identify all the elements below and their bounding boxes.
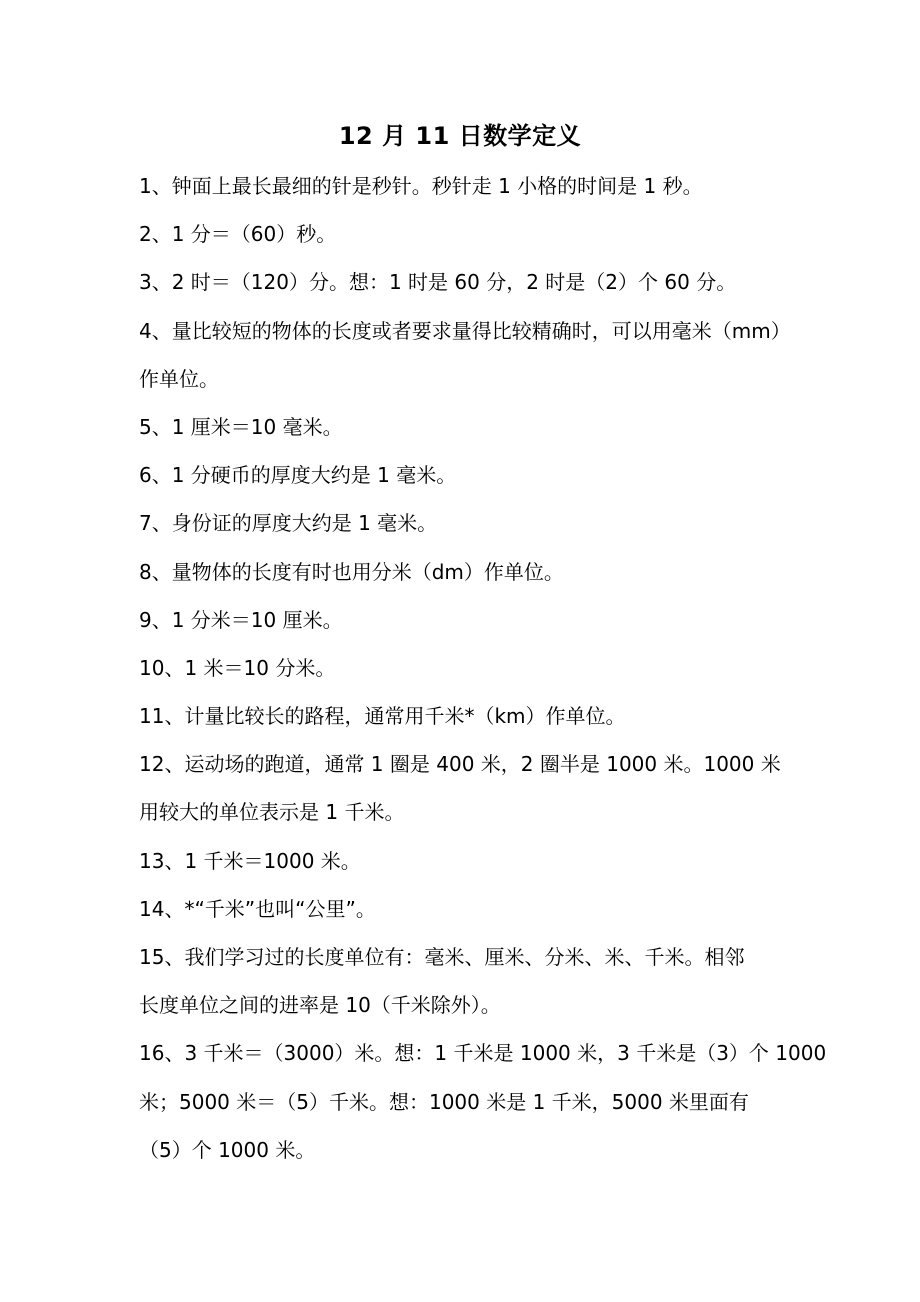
text-line: 4、量比较短的物体的长度或者要求量得比较精确时，可以用毫米（mm） — [139, 318, 791, 343]
text-line: 10、1 米＝10 分米。 — [139, 655, 336, 680]
text-line: 1、钟面上最长最细的针是秒针。秒针走 1 小格的时间是 1 秒。 — [139, 174, 703, 198]
text-line: 2、1 分＝（60）秒。 — [139, 222, 337, 247]
text-line: 9、1 分米＝10 厘米。 — [139, 607, 343, 632]
text-line: 长度单位之间的进率是 10（千米除外）。 — [139, 993, 501, 1018]
text-line: 13、1 千米＝1000 米。 — [139, 848, 361, 873]
text-line: 11、计量比较长的路程，通常用千米*（km）作单位。 — [139, 704, 626, 729]
text-line: 8、量物体的长度有时也用分米（dm）作单位。 — [139, 559, 564, 584]
text-line: 7、身份证的厚度大约是 1 毫米。 — [139, 511, 438, 536]
text-line: 3、2 时＝（120）分。想：1 时是 60 分，2 时是（2）个 60 分。 — [139, 270, 737, 295]
page-title: 12 月 11 日数学定义 — [338, 122, 582, 150]
text-line: 16、3 千米＝（3000）米。想：1 千米是 1000 米，3 千米是（3）个 1000 — [139, 1041, 827, 1066]
text-line: 作单位。 — [139, 366, 219, 391]
text-line: 15、我们学习过的长度单位有：毫米、厘米、分米、米、千米。相邻 — [139, 945, 745, 969]
text-line: 米；5000 米＝（5）千米。想：1000 米是 1 千米，5000 米里面有 — [139, 1089, 749, 1114]
text-line: 用较大的单位表示是 1 千米。 — [139, 800, 405, 825]
text-line: 6、1 分硬币的厚度大约是 1 毫米。 — [139, 463, 457, 488]
text-line: 14、*“千米”也叫“公里”。 — [139, 896, 376, 921]
document-body — [139, 162, 827, 1174]
text-line: 5、1 厘米＝10 毫米。 — [139, 414, 343, 439]
text-line: （5）个 1000 米。 — [139, 1137, 316, 1162]
text-line: 12、运动场的跑道，通常 1 圈是 400 米，2 圈半是 1000 米。1000 米 — [139, 752, 781, 777]
